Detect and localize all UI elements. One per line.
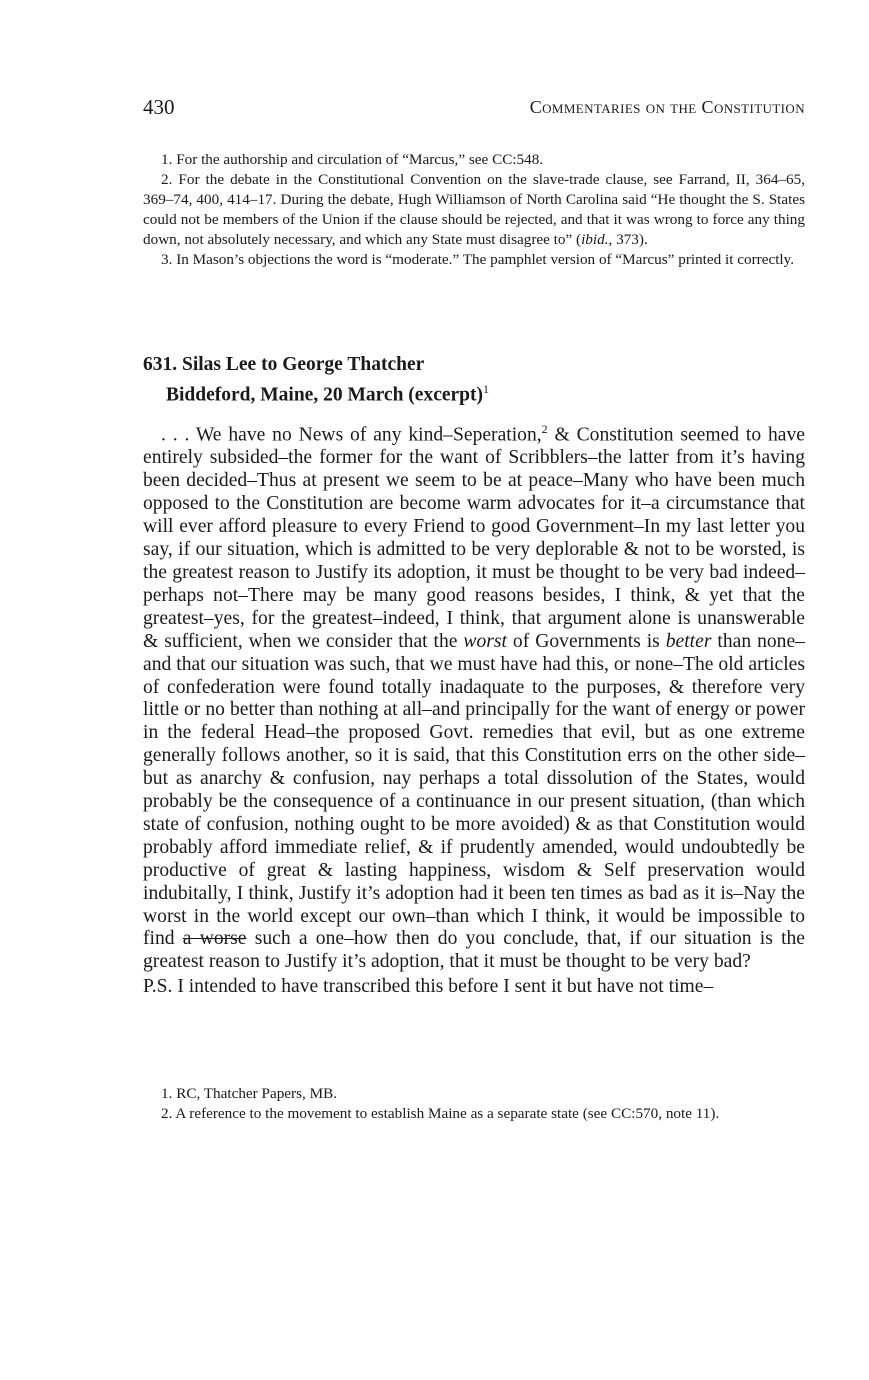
top-footnotes (143, 150, 805, 270)
note-ref-2: 2 (541, 422, 548, 436)
footnote-rc: 1. RC, Thatcher Papers, MB. (161, 1085, 338, 1102)
footnote-maine: 2. A reference to the movement to establish Maine as a separate state (see CC:570, note 11). (161, 1105, 720, 1122)
postscript: P.S. I intended to have transcribed this before I sent it but have not time– (143, 976, 714, 998)
struck-text: a worse (182, 928, 247, 950)
letter-text-c: of Governments is (506, 630, 666, 652)
letter-paragraph (143, 418, 805, 974)
document-title: 631. Silas Lee to George Thatcher (143, 354, 425, 375)
running-head: Commentaries on the Constitution (529, 97, 805, 117)
emphasis-better: better (665, 630, 712, 652)
footnote-1: 1. For the authorship and circulation of “Marcus,” see CC:548. (161, 151, 544, 168)
footnote-3: 3. In Mason’s objections the word is “moderate.” The pamphlet version of “Marcus” printed it correctly. (161, 251, 795, 268)
letter-text-e: such a one–how then do you conclude, that, if our situation is the greatest reason to Justify it’s adoption, that it must be thought to be very bad? (143, 928, 806, 973)
document-heading (143, 352, 489, 408)
emphasis-worst: worst (463, 630, 507, 652)
letter-body (143, 418, 805, 999)
letter-text-a: . . . We have no News of any kind–Seperation, (161, 424, 542, 446)
heading-note-ref: 1 (483, 382, 489, 396)
page-number: 430 (143, 95, 175, 119)
footnote-2-text: 2. For the debate in the Constitutional Convention on the slave-trade clause, see Farrand, II, 364–65, 369–74, 400, 414–17. During the debate, Hugh Williamson of North Carolina said “He thought the S. States could not be members of the Union if the clause should be rejected, and that it was wrong to force any thing down, not absolutely necessary, and which any State must disagree to” (143, 171, 805, 248)
footnote-2-cite-rest: , 373). (608, 231, 648, 248)
footnote-2 (143, 170, 805, 250)
document-place-date-text: Biddeford, Maine, 20 March (excerpt) (166, 384, 483, 406)
document-place-date (143, 377, 489, 408)
footnote-2-cite-open: ( (572, 231, 582, 248)
letter-text-b: & Constitution seemed to have entirely subsided–the former for the want of Scribblers–the latter from it’s having been decided–Thus at present we seem to be at peace–Many who have been much opposed to the Constitution are become warm advocates for it–a circumstance that will ever afford pleasure to every Friend to good Government–In my last letter you say, if our situation, which is admitted to be very deplorable & not to be worsted, is the greatest reason to Justify its adoption, it must be thought to be very bad indeed–perhaps not–There may be many good reasons besides, I think, & yet that the greatest–yes, for the greatest–indeed, I think, that argument alone is unanswerable & sufficient, when we consider that the (143, 424, 805, 652)
bottom-footnotes (143, 1084, 805, 1124)
letter-text-d: than none–and that our situation was such, that we must have had this, or none–The old articles of confederation were found totally inadaquate to the purposes, & therefore very little or no better than nothing at all–and principally for the want of energy or power in the federal Head–the proposed Govt. remedies that evil, but as one extreme generally follows another, so it is said, that this Constitution errs on the other side–but as anarchy & confusion, nay perhaps a total dissolution of the States, would probably be the consequence of a continuance in our present situation, (than which state of confusion, nothing ought to be more avoided) & as that Constitution would probably afford immediate relief, & if prudently amended, would undoubtedly be productive of great & lasting happiness, wisdom & Self preservation would indubitally, I think, Justify it’s adoption had it been ten times as bad as it is–Nay the worst in the world except our own–than which I think, it would be impossible to find (143, 630, 805, 950)
footnote-2-ibid: ibid. (581, 231, 609, 248)
